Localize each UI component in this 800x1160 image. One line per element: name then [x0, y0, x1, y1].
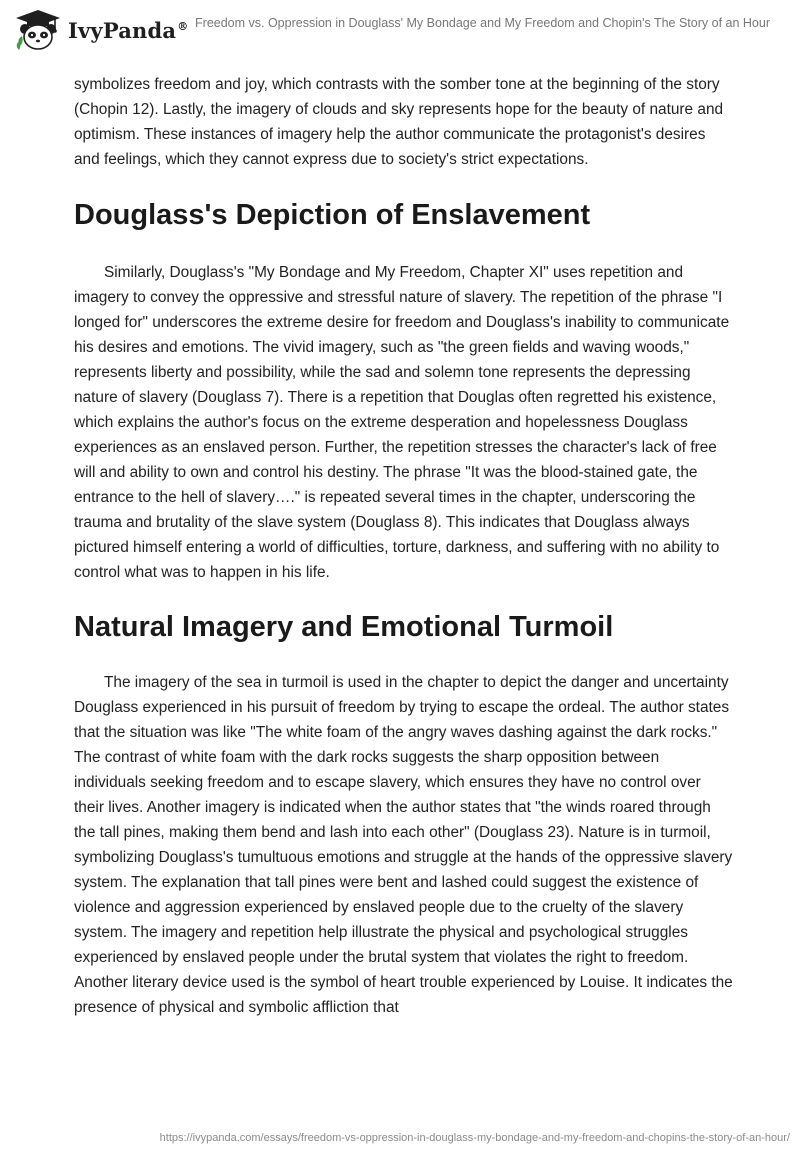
- document-title: Freedom vs. Oppression in Douglass' My Bondage and My Freedom and Chopin's The Story of an Hour: [195, 16, 770, 30]
- section-heading-natural-imagery: Natural Imagery and Emotional Turmoil: [74, 611, 614, 643]
- logo[interactable]: [14, 8, 188, 52]
- essay-content: [74, 72, 734, 1020]
- panda-logo-icon: [14, 8, 62, 52]
- page-header: [0, 0, 800, 64]
- intro-paragraph: symbolizes freedom and joy, which contrasts with the somber tone at the beginning of the story (Chopin 12). Lastly, the imagery of clouds and sky represents hope for the beauty of nature and optimism. These instances of imagery help the author communicate the protagonist's desires and feelings, which they cannot express due to society's strict expectations.: [74, 76, 724, 168]
- section-paragraph-natural-imagery: The imagery of the sea in turmoil is used in the chapter to depict the danger and uncertainty Douglass experienced in his pursuit of freedom by trying to escape the ordeal. The author states that the situation was like "The white foam of the angry waves dashing against the dark rocks." The contrast of white foam with the dark rocks suggests the sharp opposition between individuals seeking freedom and to escape slavery, which ensures they have no control over their lives. Another imagery is indicated when the author states that "the winds roared through the tall pines, making them bend and lash into each other" (Douglass 23). Nature is in turmoil, symbolizing Douglass's tumultuous emotions and struggle at the hands of the oppressive slavery system. The explanation that tall pines were bent and lashed could suggest the existence of violence and aggression experienced by enslaved people due to the cruelty of the slavery system. The imagery and repetition help illustrate the physical and psychological struggles experienced by enslaved people under the brutal system that violates the right to freedom. Another literary device used is the symbol of heart trouble experienced by Louise. It indicates the presence of physical and symbolic affliction that: [74, 674, 733, 1016]
- logo-wordmark: IvyPanda®: [68, 17, 189, 43]
- footer-url[interactable]: https://ivypanda.com/essays/freedom-vs-oppression-in-douglass-my-bondage-and-my-freedom-and-chopins-the-story-of-an-hour/: [159, 1132, 790, 1144]
- registered-mark: ®: [177, 19, 189, 33]
- section-heading-enslavement: Douglass's Depiction of Enslavement: [74, 199, 591, 231]
- section-paragraph-enslavement: Similarly, Douglass's "My Bondage and My Freedom, Chapter XI" uses repetition and imagery to convey the oppressive and stressful nature of slavery. The repetition of the phrase "I longed for" underscores the extreme desire for freedom and Douglass's inability to communicate his desires and emotions. The vivid imagery, such as "the green fields and waving woods," represents liberty and possibility, while the sad and solemn tone represents the depressing nature of slavery (Douglass 7). There is a repetition that Douglas often regretted his existence, which explains the author's focus on the extreme desperation and hopelessness Douglass experiences as an enslaved person. Further, the repetition stresses the character's lack of free will and ability to own and control his destiny. The phrase "It was the blood-stained gate, the entrance to the hell of slavery…." is repeated several times in the chapter, underscoring the trauma and brutality of the slave system (Douglass 8). This indicates that Douglass always pictured himself entering a world of difficulties, torture, darkness, and suffering with no ability to control what was to happen in his life.: [74, 264, 730, 581]
